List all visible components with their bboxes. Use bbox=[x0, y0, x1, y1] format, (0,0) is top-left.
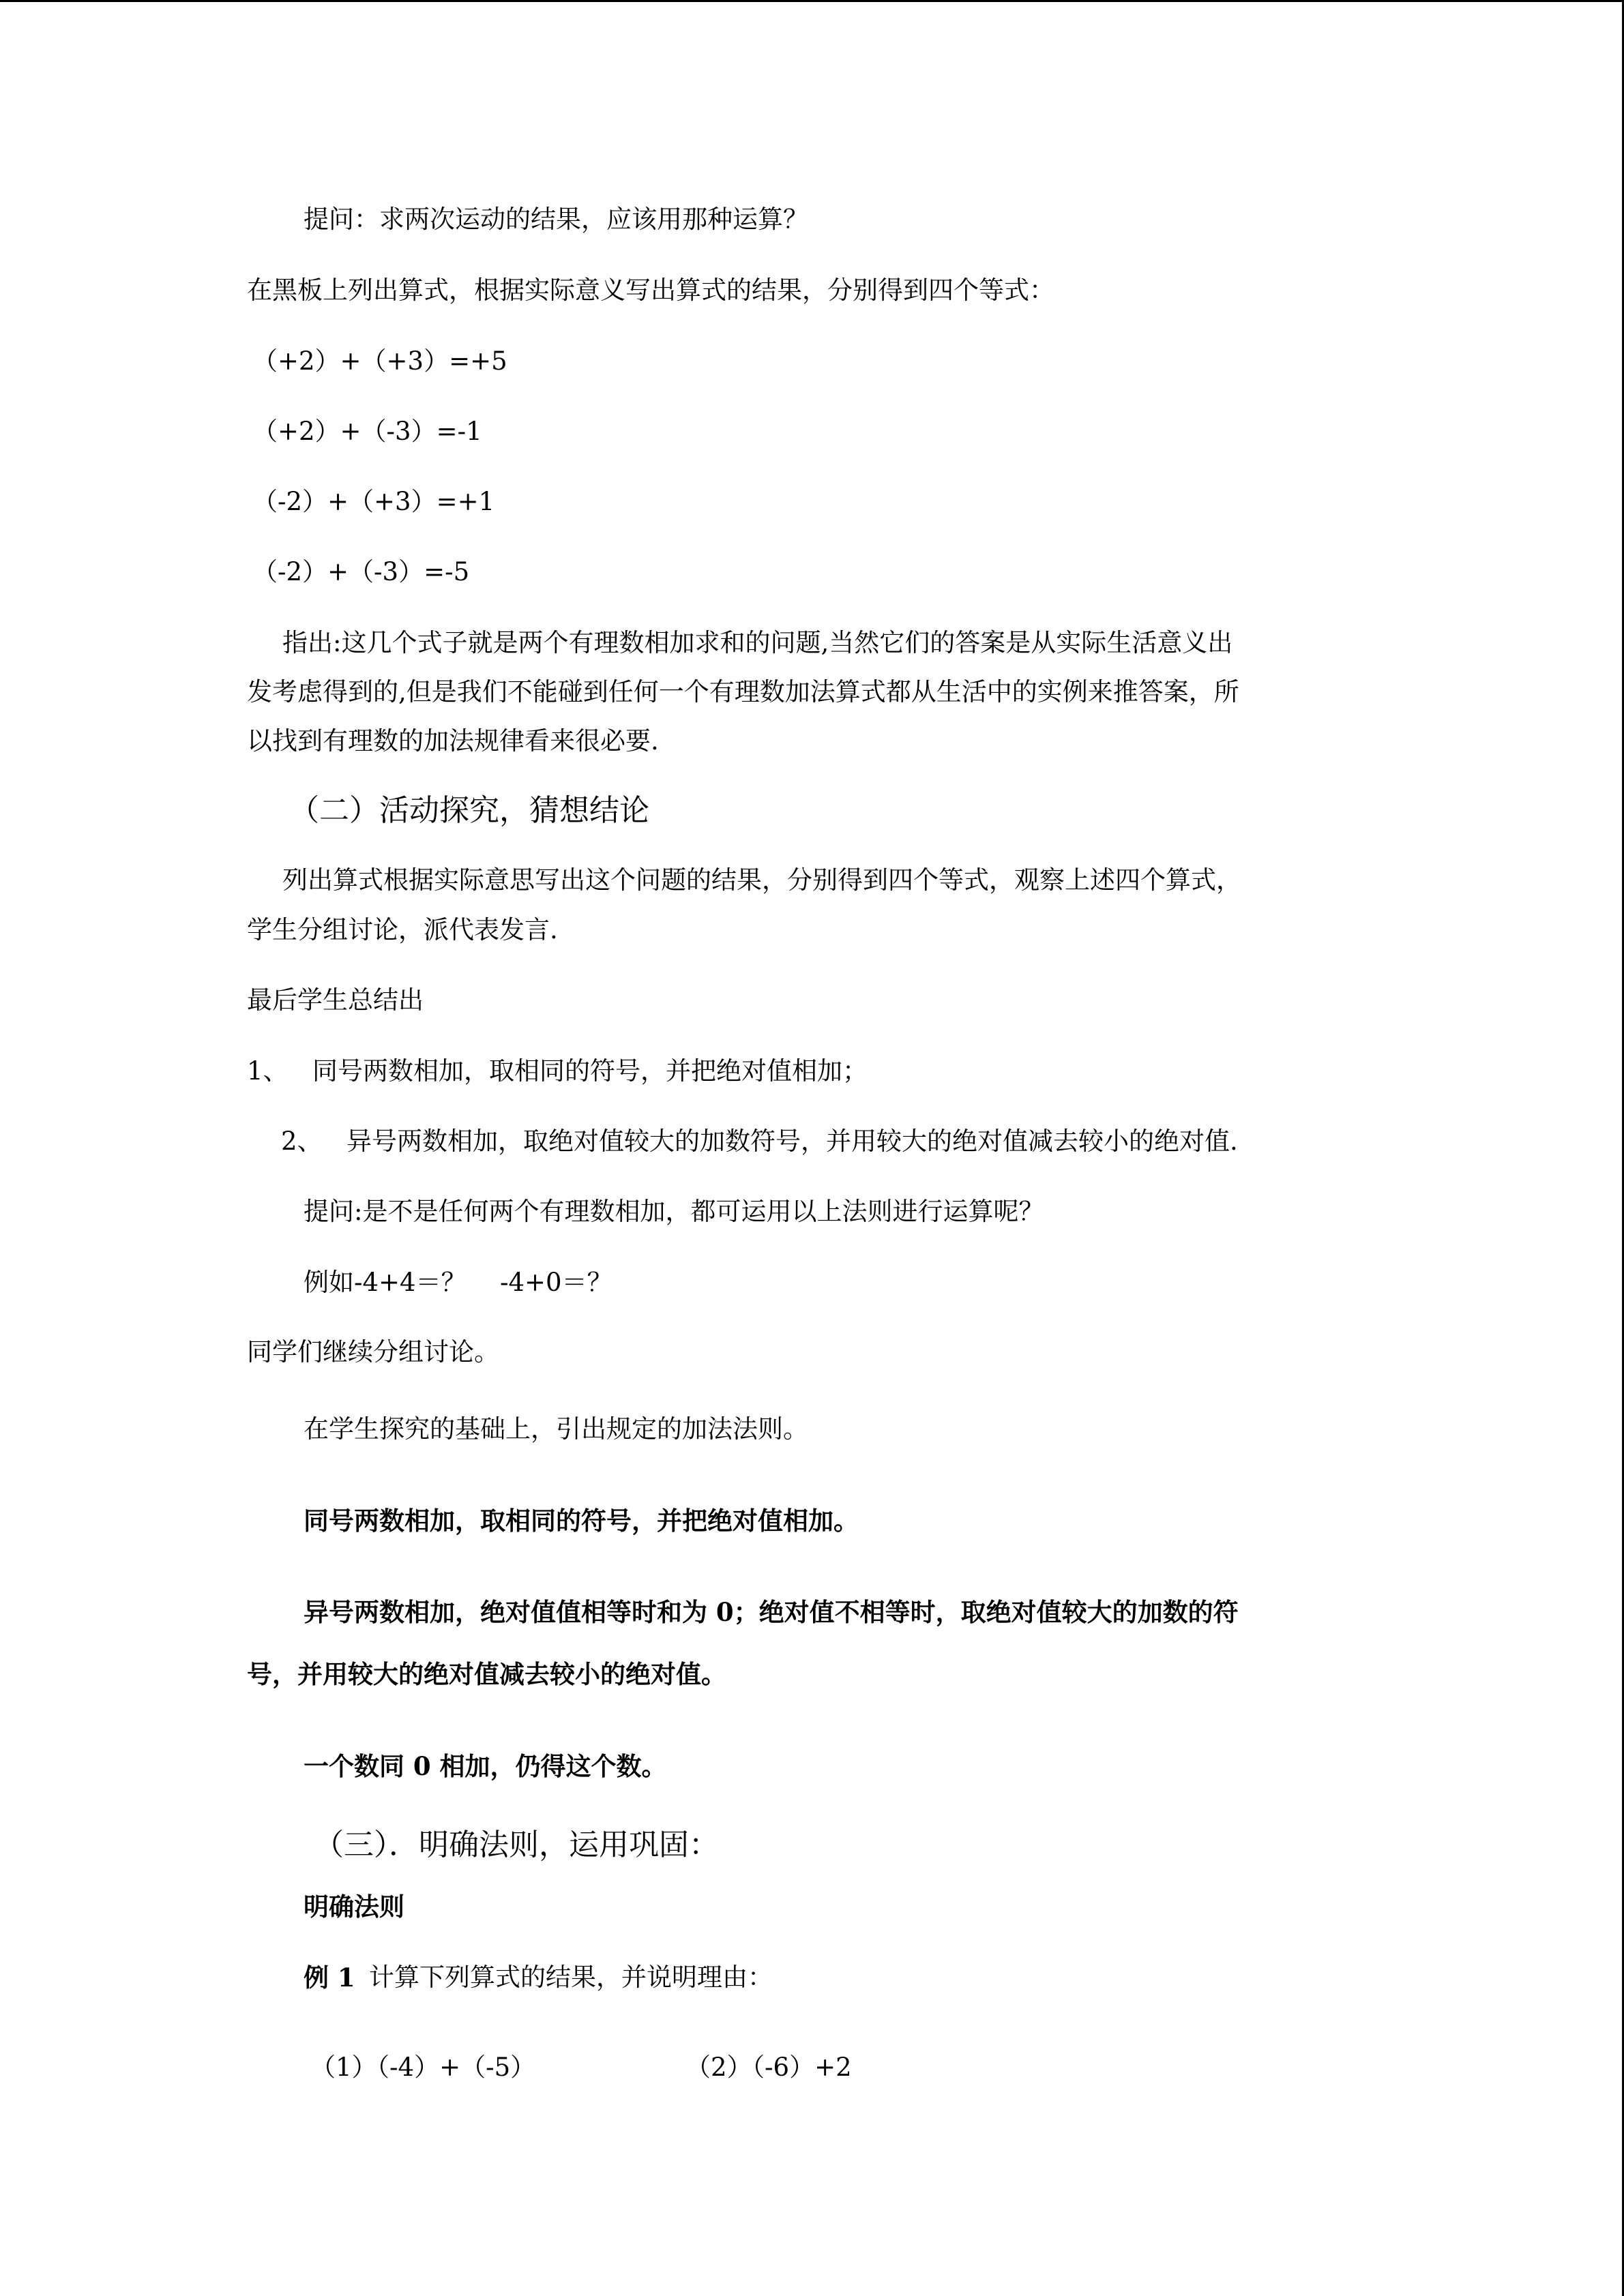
equation-4: （-2）+（-3）=-5 bbox=[252, 557, 470, 586]
section-heading-3: （三）．明确法则，运用巩固： bbox=[314, 1828, 719, 1862]
section-heading-2: （二）活动探究，猜想结论 bbox=[289, 793, 649, 828]
rule-diff-sign-line-1: 异号两数相加，绝对值值相等时和为 0；绝对值不相等时，取绝对值较大的加数的符 bbox=[304, 1597, 1239, 1627]
example-1-label: 例 1 bbox=[304, 1963, 355, 1993]
question-2-paragraph: 提问:是不是任何两个有理数相加，都可运用以上法则进行运算呢？ bbox=[304, 1197, 1044, 1226]
example-a: 例如-4+4＝？ bbox=[304, 1268, 467, 1297]
rule-2-text: 异号两数相加，取绝对值较大的加数符号，并用较大的绝对值减去较小的绝对值. bbox=[346, 1127, 1238, 1156]
pointer-paragraph-line-1: 指出:这几个式子就是两个有理数相加求和的问题,当然它们的答案是从实际生活意义出 bbox=[282, 628, 1233, 657]
rule-same-sign: 同号两数相加，取相同的符号，并把绝对值相加。 bbox=[304, 1506, 859, 1536]
discussion-paragraph: 同学们继续分组讨论。 bbox=[247, 1337, 499, 1367]
pointer-paragraph-line-3: 以找到有理数的加法规律看来很必要. bbox=[247, 726, 659, 756]
equation-2: （+2）+（-3）=-1 bbox=[252, 417, 482, 446]
rule-diff-sign-line-2: 号，并用较大的绝对值减去较小的绝对值。 bbox=[247, 1659, 726, 1689]
example-b: -4+0＝？ bbox=[500, 1268, 612, 1297]
equation-3: （-2）+（+3）=+1 bbox=[252, 487, 495, 516]
equation-1: （+2）+（+3）=+5 bbox=[252, 346, 507, 376]
example-1-text: 计算下列算式的结果，并说明理由： bbox=[369, 1963, 773, 1992]
rule-2-number: 2、 bbox=[281, 1127, 323, 1156]
page-top-border bbox=[0, 0, 1624, 2]
activity-paragraph-line-2: 学生分组讨论，派代表发言. bbox=[247, 915, 558, 944]
summary-intro: 最后学生总结出 bbox=[247, 985, 424, 1015]
explore-paragraph: 在学生探究的基础上，引出规定的加法法则。 bbox=[304, 1414, 808, 1444]
example-1-question-2: （2）（-6）+2 bbox=[685, 2053, 852, 2082]
rule-zero: 一个数同 0 相加，仍得这个数。 bbox=[304, 1751, 667, 1781]
rule-1-number: 1、 bbox=[247, 1056, 289, 1086]
question-paragraph: 提问：求两次运动的结果，应该用那种运算？ bbox=[304, 205, 808, 234]
rule-1-text: 同号两数相加，取相同的符号，并把绝对值相加； bbox=[312, 1056, 868, 1086]
activity-paragraph-line-1: 列出算式根据实际意思写出这个问题的结果，分别得到四个等式，观察上述四个算式， bbox=[282, 865, 1241, 895]
example-1-question-1: （1）（-4）+（-5） bbox=[310, 2053, 536, 2082]
pointer-paragraph-line-2: 发考虑得到的,但是我们不能碰到任何一个有理数加法算式都从生活中的实例来推答案，所 bbox=[247, 677, 1239, 706]
subheading-rules: 明确法则 bbox=[304, 1892, 404, 1922]
blackboard-paragraph: 在黑板上列出算式，根据实际意义写出算式的结果，分别得到四个等式： bbox=[247, 275, 1054, 305]
